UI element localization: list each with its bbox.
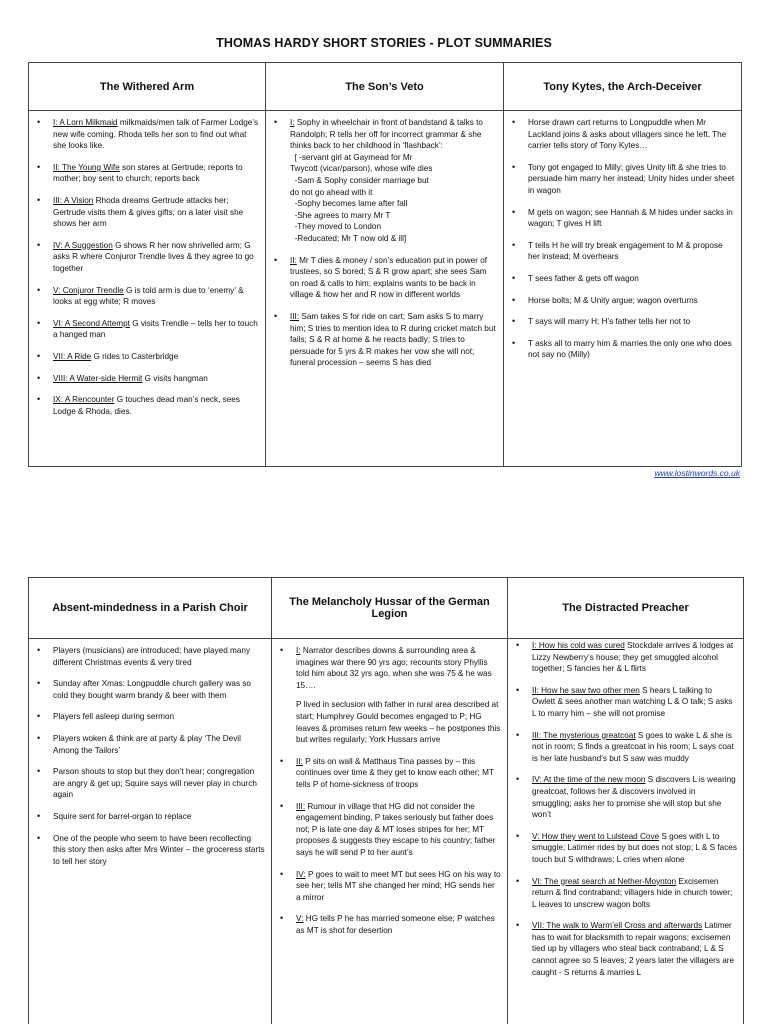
withered-arm-list	[29, 111, 265, 417]
cell-withered-arm	[29, 111, 266, 467]
tony-kytes-list	[504, 111, 741, 361]
list-item: • III: Rumour in village that HG did not consider the engagement binding, P takes seriously but father does not; P is late one day & MT loses stripes for her; MT proposes & suggests they escape to his country; father says he will send P to her aunt’s	[292, 801, 501, 859]
cell-parish-choir	[29, 639, 272, 1024]
list-item: • IV: P goes to wait to meet MT but sees HG on his way to see her; tells MT she changed her mind; HG sends her a mirror	[292, 869, 501, 904]
list-item: • T says will marry H; H’s father tells her not to	[524, 316, 735, 328]
list-item: • VI: The great search at Nether-Moynton Excisemen return & find contraband; villagers hide in church tower; L leaves to unscrew wagon bolts	[528, 876, 737, 911]
list-item: • IV: A Suggestion G shows R her now shrivelled arm; G asks R where Conjuror Trendle lives & they agree to go together	[49, 240, 259, 275]
flashback-line: -She agrees to marry Mr T	[290, 210, 391, 220]
list-item: • T asks all to marry him & marries the only one who does not say no (Milly)	[524, 338, 735, 361]
list-item: • VII: A Ride G rides to Casterbridge	[49, 351, 259, 363]
cell-tony-kytes	[504, 111, 742, 467]
header-sons-veto: The Son’s Veto	[266, 63, 504, 111]
list-item: • VIII: A Water-side Hermit G visits hangman	[49, 373, 259, 385]
list-item: • One of the people who seem to have been recollecting this story then asks after Mrs Winter – the groceress starts to tell her story	[49, 833, 265, 868]
list-item: • III: The mysterious greatcoat S goes to wake L & she is not in room; S finds a greatcoat in his room; L says coat is her late husband’s but S saw was muddy	[528, 730, 737, 765]
website-link[interactable]: www.lostinwords.co.uk	[654, 468, 740, 478]
list-item: • Players woken & think are at party & play ‘The Devil Among the Tailors’	[49, 733, 265, 756]
plot-summary-table-1	[28, 62, 742, 467]
flashback-line: -They moved to London	[290, 222, 382, 232]
list-item: • VII: The walk to Warm’ell Cross and afterwards Latimer has to wait for blacksmith to repair wagons; excisemen tied up by villagers who steal back contraband; L & S cannot agree so S leaves; 2 years later the villagers are caught - S returns & marries L	[528, 920, 737, 978]
list-item: • II: Mr T dies & money / son’s education put in power of trustees, so S bored; S & R grow apart; she sees Sam on road & calls to him; explains wants to be back in village & how her and R now in different worlds	[286, 255, 497, 301]
list-item: • Squire sent for barrel-organ to replace	[49, 811, 265, 823]
hussar-paragraph: P lived in seclusion with father in rural area described at start; Humphrey Gould becomes engaged to P; HG leaves & promises return few weeks – he postpones this but writes regularly; York Hussars arrive	[296, 700, 503, 745]
cell-distracted-preacher	[508, 639, 744, 1024]
list-item: • III: Sam takes S for ride on cart; Sam asks S to marry him; S tries to mention idea to R during cricket match but fails; S & R at home & he reacts badly; S tries to persuade for 5 yrs & R makes her vow she will not; funeral procession – seems S has died	[286, 311, 497, 369]
flashback-line: -Sophy becomes lame after fall	[290, 199, 408, 209]
header-melancholy-hussar: The Melancholy Hussar of the German Legion	[272, 578, 508, 639]
header-tony-kytes: Tony Kytes, the Arch-Deceiver	[504, 63, 742, 111]
list-item: • M gets on wagon; see Hannah & M hides under sacks in wagon; T gives H lift	[524, 207, 735, 230]
sons-veto-list	[266, 111, 503, 369]
list-item: • I: Sophy in wheelchair in front of bandstand & talks to Randolph; R tells her off for incorrect grammar & she thinks back to her childhood in ‘flashback’: [ -servant girl at Gaymead for Mr Twycott (vicar/parson), whose wife dies -Sam & Sophy consider marriage but do not go ahead with it -Sophy becomes lame after fall -She agrees to marry Mr T -They moved to London -Reducated; Mr T now old & ill]	[286, 117, 497, 245]
parish-choir-list	[29, 639, 271, 867]
list-item: • I: A Lorn Milkmaid milkmaids/men talk of Farmer Lodge’s new wife coming. Rhoda tells her son to find out what she looks like.	[49, 117, 259, 152]
list-item: • VI: A Second Attempt G visits Trendle – tells her to touch a hanged man	[49, 318, 259, 341]
list-item: • V: How they went to Lulstead Cove S goes with L to smuggle; Latimer rides by but does not stop; L & S faces touch but S withdraws; L cries when alone	[528, 831, 737, 866]
list-item: • II: The Young Wife son stares at Gertrude; reports to mother; boy sent to church; reports back	[49, 162, 259, 185]
list-item: • I: Narrator describes downs & surrounding area & imagines war there 90 yrs ago; recounts story Phyllis told him about 32 yrs ago, when she was 75 & he was 15…. P lived in seclusion with father in rural area described at start; Humphrey Gould becomes engaged to P; HG leaves & promises return few weeks – he postpones this but writes regularly; York Hussars arrive	[292, 645, 501, 746]
list-item: • IV: At the time of the new moon S discovers L is wearing greatcoat, follows her & discovers involved in smuggling; asks her to promise she will stop but she won’t	[528, 774, 737, 820]
flashback-line: [ -servant girl at Gaymead for Mr	[290, 152, 413, 162]
flashback-line: Twycott (vicar/parson), whose wife dies	[290, 164, 433, 174]
preacher-list	[508, 639, 743, 978]
list-item: • Players fell asleep during sermon	[49, 711, 265, 723]
flashback-line: -Reducated; Mr T now old & ill]	[290, 233, 407, 243]
list-item: • T tells H he will try break engagement to M & propose her instead; M overhears	[524, 240, 735, 263]
list-item: • Horse drawn cart returns to Longpuddle when Mr Lackland joins & asks about villagers since he left. The carrier tells story of Tony Kytes…	[524, 117, 735, 152]
flashback-line: do not go ahead with it	[290, 187, 373, 197]
list-item: • Tony got engaged to Milly; gives Unity lift & she tries to persuade him marry her instead; Unity hides under sheet in wagon	[524, 162, 735, 197]
list-item: • V: Conjuror Trendle G is told arm is due to ‘enemy’ & looks at egg white; R moves	[49, 285, 259, 308]
list-item: • II: P sits on wall & Matthaus Tina passes by – this continues over time & they get to know each other; MT tells P of home-sickness of troops	[292, 756, 501, 791]
page-title: THOMAS HARDY SHORT STORIES - PLOT SUMMARIES	[216, 36, 552, 50]
list-item: • III: A Vision Rhoda dreams Gertrude attacks her; Gertrude visits them & gives gifts; on a later visit she shows her arm	[49, 195, 259, 230]
list-item: • Parson shouts to stop but they don’t hear; congregation are angry & get up; Squire says will never play in church again	[49, 766, 265, 801]
cell-sons-veto	[266, 111, 504, 467]
list-item: • V: HG tells P he has married someone else; P watches as MT is shot for desertion	[292, 913, 501, 936]
list-item: • I: How his cold was cured Stockdale arrives & lodges at Lizzy Newberry’s house; they get smuggled alcohol together; S fancies her & L flirts	[528, 640, 737, 675]
cell-melancholy-hussar	[272, 639, 508, 1024]
plot-summary-table-2	[28, 577, 744, 1024]
list-item: • T sees father & gets off wagon	[524, 273, 735, 285]
flashback-line: -Sam & Sophy consider marriage but	[290, 175, 429, 185]
list-item: • Players (musicians) are introduced; have played many different Christmas events & very tired	[49, 645, 265, 668]
hussar-list	[272, 639, 507, 936]
list-item: • II: How he saw two other men S hears L talking to Owlett & sees another man watching L & O talk; S asks L to marry him – she will not promise	[528, 685, 737, 720]
list-item: • IX: A Rencounter G touches dead man’s neck, sees Lodge & Rhoda, dies.	[49, 394, 259, 417]
list-item: • Horse bolts; M & Unity argue; wagon overturns	[524, 295, 735, 307]
header-withered-arm: The Withered Arm	[29, 63, 266, 111]
header-parish-choir: Absent-mindedness in a Parish Choir	[29, 578, 272, 639]
list-item: • Sunday after Xmas: Longpuddle church gallery was so cold they bought warm brandy & beer with them	[49, 678, 265, 701]
header-distracted-preacher: The Distracted Preacher	[508, 578, 744, 639]
